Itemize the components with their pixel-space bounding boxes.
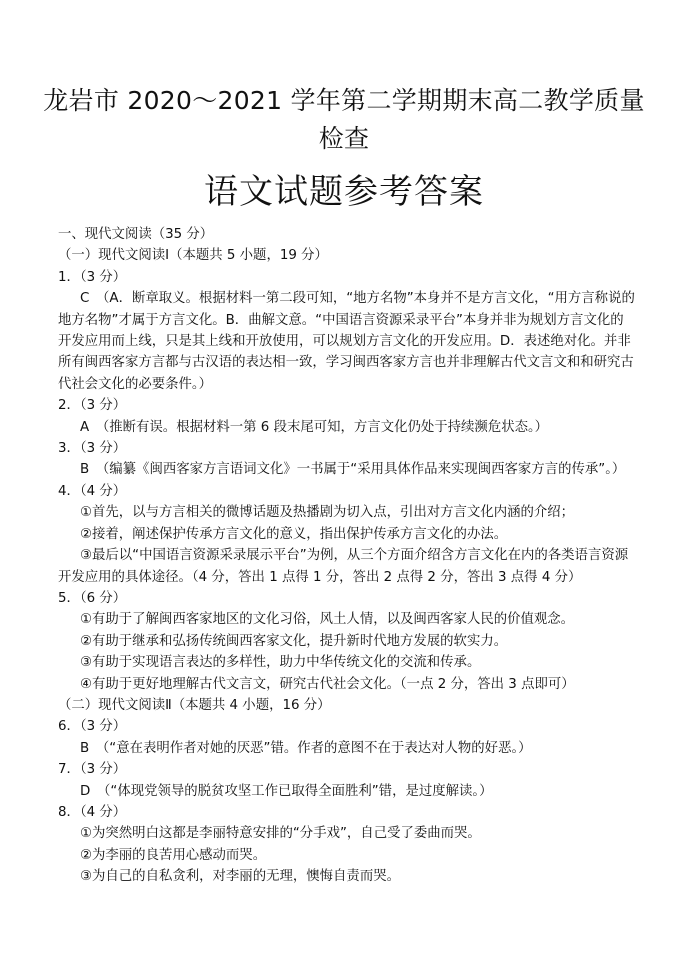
question-6-answer: B （“意在表明作者对她的厌恶”错。作者的意图不在于表达对人物的好恶。）	[80, 740, 532, 756]
question-5-point-1: ①有助于了解闽西客家地区的文化习俗，风土人情，以及闽西客家人民的价值观念。	[80, 612, 575, 628]
question-5-heading: 5．（6 分）	[58, 590, 127, 606]
question-3-heading: 3．（3 分）	[58, 441, 127, 457]
question-4-point-1: ①首先，以与方言相关的微博话题及热播剧为切入点，引出对方言文化内涵的介绍；	[80, 505, 575, 521]
question-2-answer: A （推断有误。根据材料一第 6 段末尾可知，方言文化仍处于持续濒危状态。）	[80, 419, 549, 435]
question-4-heading: 4．（4 分）	[58, 483, 127, 499]
question-8-point-3: ③为自己的自私贪利，对李丽的无理，懊悔自责而哭。	[80, 869, 400, 885]
question-1-answer: C （A．断章取义。根据材料一第二段可知，“地方名物”本身并不是方言文化，“用方言称说的地方名物”才属于方言文化。B．曲解文意。“中国语言资源采录平台”本身并非为规划方言文化的开发应用而上线，只是其上线和开放使用，可以规划方言文化的开发应用。D．表述绝对化。并非所有闽西客家方言都与古汉语的表达相一致，学习闽西客家方言也并非理解古代文言文和和研究古代社会文化的必要条件。）	[58, 291, 635, 392]
section-heading: 一、现代文阅读（35 分）	[58, 227, 214, 242]
document-title: 龙岩市 2020～2021 学年第二学期期末高二教学质量检查	[43, 86, 645, 153]
question-5-point-2: ②有助于继承和弘扬传统闽西客家文化，提升新时代地方发展的软实力。	[80, 633, 508, 649]
question-8-heading: 8．（4 分）	[58, 804, 127, 820]
question-1-heading: 1．（3 分）	[58, 269, 127, 285]
question-7-answer: D （“体现党领导的脱贫攻坚工作已取得全面胜利”错，是过度解读。）	[80, 783, 493, 799]
question-6-heading: 6．（3 分）	[58, 719, 127, 735]
question-8-point-2: ②为李丽的良苦用心感动而哭。	[80, 847, 267, 863]
question-3-answer: B （编纂《闽西客家方言语词文化》一书属于“采用具体作品来实现闽西客家方言的传承”。）	[80, 462, 626, 478]
subsection-heading: （一）现代文阅读Ⅰ（本题共 5 小题，19 分）	[58, 248, 328, 264]
answer-body	[58, 224, 636, 888]
question-4-point-3: ③最后以“中国语言资源采录展示平台”为例，从三个方面介绍含方言文化在内的各类语言资源开发应用的具体途径。（4 分，答出 1 点得 1 分，答出 2 点得 2 分，答出 3 点得 4 分）	[58, 548, 629, 585]
question-4-point-2: ②接着，阐述保护传承方言文化的意义，指出保护传承方言文化的办法。	[80, 526, 508, 542]
document-subtitle: 语文试题参考答案	[204, 172, 484, 212]
question-5-point-3: ③有助于实现语言表达的多样性，助力中华传统文化的交流和传承。	[80, 655, 481, 671]
subsection-heading: （二）现代文阅读Ⅱ（本题共 4 小题，16 分）	[58, 697, 331, 713]
question-5-point-4: ④有助于更好地理解古代文言文，研究古代社会文化。（一点 2 分，答出 3 点即可）	[80, 676, 575, 692]
question-7-heading: 7．（3 分）	[58, 762, 127, 778]
question-2-heading: 2．（3 分）	[58, 398, 127, 414]
question-8-point-1: ①为突然明白这都是李丽特意安排的“分手戏”，自己受了委曲而哭。	[80, 826, 481, 842]
